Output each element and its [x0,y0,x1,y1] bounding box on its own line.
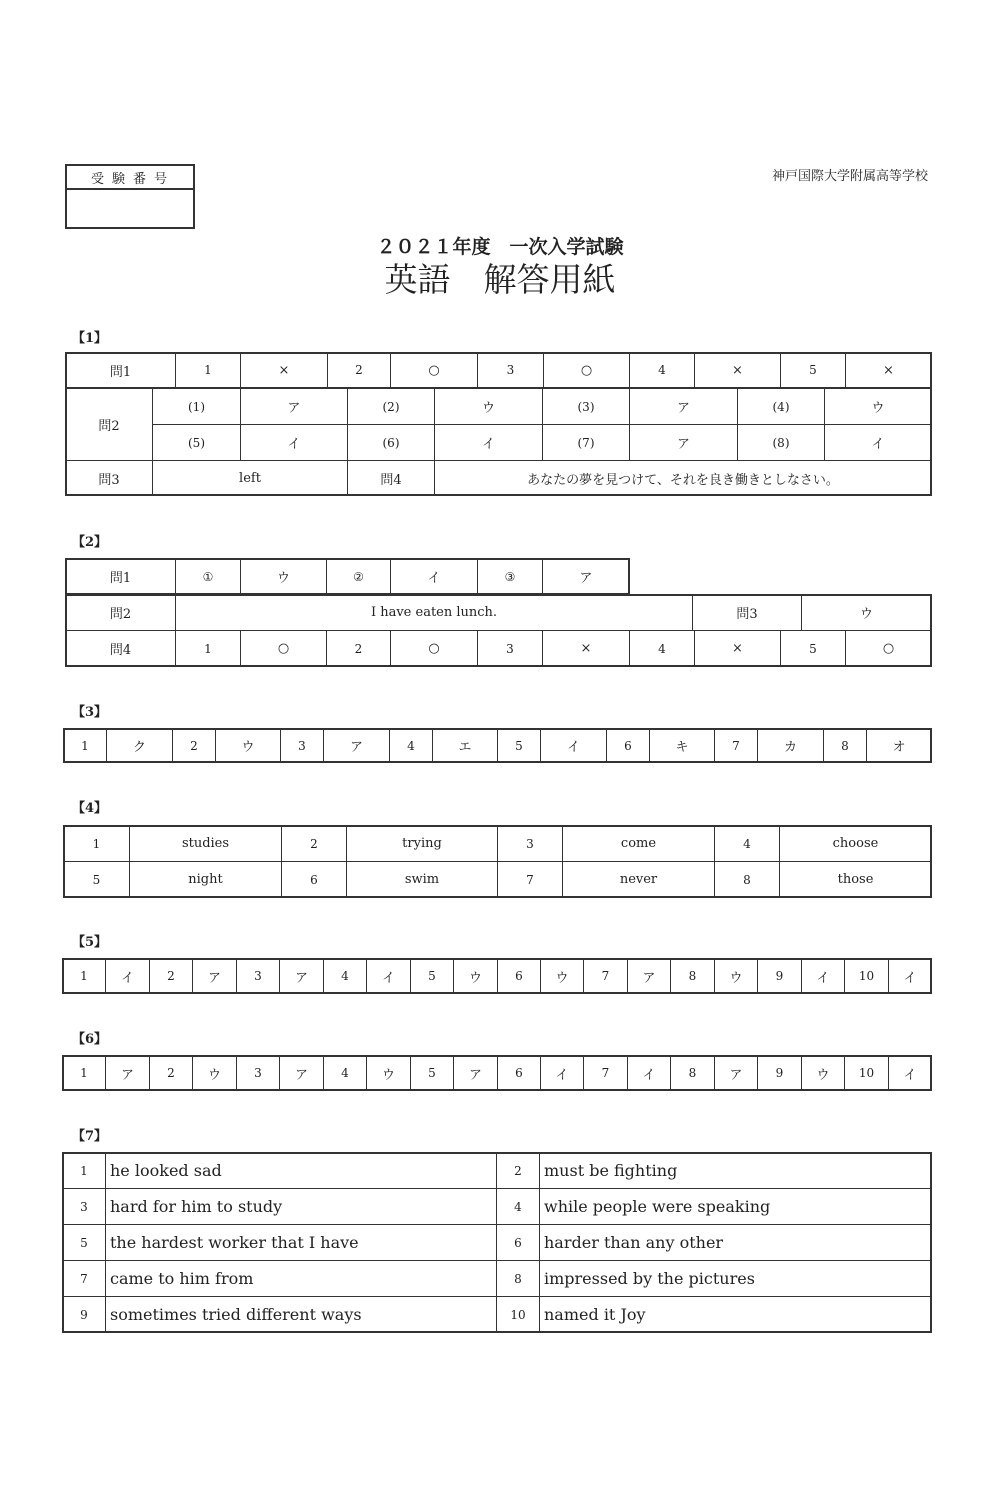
question-number: 2 [172,728,216,763]
section-7-label: 【7】 [72,1129,108,1144]
question-number: 1 [175,352,241,388]
question-number: (6) [347,424,435,461]
question-number: 8 [670,1055,715,1091]
answer-cell[interactable]: キ [649,728,715,763]
answer-cell[interactable]: come [562,825,715,862]
question-number: 5 [780,352,846,388]
answer-cell[interactable]: ア [105,1055,150,1091]
question-number: (3) [542,388,630,425]
question-number: 10 [496,1296,540,1333]
question-number: 2 [149,958,193,994]
answer-cell[interactable]: イ [824,424,932,461]
question-number: 1 [175,630,241,667]
answer-cell[interactable]: named it Joy [539,1296,932,1333]
question-number: 4 [496,1188,540,1225]
answer-cell[interactable]: ア [323,728,390,763]
answer-cell[interactable]: オ [866,728,932,763]
section-5-label: 【5】 [72,935,108,950]
answer-cell[interactable]: left [152,460,348,496]
answer-cell[interactable]: ア [629,388,738,425]
answer-cell[interactable]: ア [240,388,348,425]
answer-cell[interactable]: never [562,861,715,898]
exam-number-box [65,164,195,229]
answer-cell[interactable]: ○ [390,630,478,667]
question-number: 8 [670,958,715,994]
question-number: 1 [62,1152,106,1189]
answer-cell[interactable]: ウ [714,958,758,994]
answer-cell[interactable]: harder than any other [539,1224,932,1261]
question-number: 6 [606,728,650,763]
question-number: (7) [542,424,630,461]
question-number: 4 [629,352,695,388]
answer-cell[interactable]: ア [629,424,738,461]
question-number: ③ [477,558,543,595]
answer-cell[interactable]: カ [757,728,824,763]
answer-cell[interactable]: impressed by the pictures [539,1260,932,1297]
answer-cell[interactable]: あなたの夢を見つけて、それを良き働きとしなさい。 [434,460,932,496]
q4-label: 問4 [347,460,435,496]
answer-cell[interactable]: イ [801,958,845,994]
question-number: 1 [62,958,106,994]
question-number: 4 [323,1055,367,1091]
answer-cell[interactable]: ウ [215,728,281,763]
question-number: 7 [583,1055,628,1091]
question-number: ② [326,558,391,595]
question-number: 5 [497,728,541,763]
section-1-label: 【1】 [72,331,108,346]
question-number: 8 [496,1260,540,1297]
answer-cell[interactable]: ア [714,1055,758,1091]
question-number: 7 [714,728,758,763]
answer-cell[interactable]: エ [432,728,498,763]
q3-label: 問3 [65,460,153,496]
answer-cell[interactable]: イ [888,958,932,994]
answer-cell[interactable]: × [845,352,932,388]
question-number: 3 [280,728,324,763]
question-number: 5 [780,630,846,667]
question-number: 9 [757,958,802,994]
exam-number-label: 受験番号 [67,166,193,190]
answer-cell[interactable]: イ [105,958,150,994]
answer-cell[interactable]: イ [366,958,411,994]
question-number: 5 [410,1055,454,1091]
question-number: 1 [63,728,107,763]
question-number: 6 [281,861,347,898]
answer-cell[interactable]: swim [346,861,498,898]
answer-cell[interactable]: I have eaten lunch. [175,594,693,631]
question-number: 7 [583,958,628,994]
question-number: 3 [236,1055,280,1091]
answer-cell[interactable]: ア [192,958,237,994]
question-number: 3 [477,630,543,667]
answer-cell[interactable]: ア [453,1055,498,1091]
answer-cell[interactable]: while people were speaking [539,1188,932,1225]
question-number: 9 [62,1296,106,1333]
answer-cell[interactable]: ○ [390,352,478,388]
question-number: 1 [63,825,130,862]
exam-title: ２０２１年度 一次入学試験 [376,236,624,258]
q3-label: 問3 [692,594,802,631]
q4-label: 問4 [65,630,176,667]
question-number: 6 [497,958,541,994]
school-name: 神戸国際大学附属高等学校 [771,169,928,184]
question-number: 4 [714,825,780,862]
answer-cell[interactable]: × [694,352,781,388]
question-number: 1 [62,1055,106,1091]
question-number: 8 [714,861,780,898]
answer-cell[interactable]: ウ [366,1055,411,1091]
answer-cell[interactable]: studies [129,825,282,862]
question-number: (5) [152,424,241,461]
answer-cell[interactable]: イ [888,1055,932,1091]
answer-cell[interactable]: night [129,861,282,898]
question-number: 3 [477,352,544,388]
question-number: 6 [496,1224,540,1261]
question-number: (2) [347,388,435,425]
section-6-label: 【6】 [72,1032,108,1047]
answer-cell[interactable]: trying [346,825,498,862]
question-number: 7 [62,1260,106,1297]
answer-cell[interactable]: イ [540,1055,584,1091]
question-number: (4) [737,388,825,425]
answer-cell[interactable]: the hardest worker that I have [105,1224,497,1261]
question-number: 8 [823,728,867,763]
question-number: 2 [149,1055,193,1091]
answer-cell[interactable]: イ [390,558,478,595]
question-number: 2 [327,352,391,388]
answer-cell[interactable]: came to him from [105,1260,497,1297]
question-number: 5 [63,861,130,898]
answer-cell[interactable]: hard for him to study [105,1188,497,1225]
sheet-title: 英語 解答用紙 [384,260,616,299]
answer-cell[interactable]: ウ [434,388,543,425]
section-2-label: 【2】 [72,535,108,550]
section-4-label: 【4】 [72,801,108,816]
question-number: 10 [844,1055,889,1091]
answer-cell[interactable]: イ [240,424,348,461]
question-number: 2 [496,1152,540,1189]
question-number: 7 [497,861,563,898]
answer-cell[interactable]: ○ [845,630,932,667]
answer-cell[interactable]: × [694,630,781,667]
answer-cell[interactable]: ア [279,1055,324,1091]
answer-cell[interactable]: × [542,630,630,667]
q1-label: 問1 [65,352,176,388]
answer-cell[interactable]: ○ [240,630,327,667]
question-number: 6 [497,1055,541,1091]
q1-label: 問1 [65,558,176,595]
answer-cell[interactable]: イ [540,728,607,763]
exam-number-field[interactable] [67,190,193,229]
question-number: 4 [629,630,695,667]
question-number: 9 [757,1055,802,1091]
question-number: 10 [844,958,889,994]
answer-cell[interactable]: ウ [801,594,932,631]
answer-cell[interactable]: ウ [240,558,327,595]
answer-cell[interactable]: ア [627,958,671,994]
answer-cell[interactable]: those [779,861,932,898]
question-number: 3 [236,958,280,994]
answer-cell[interactable]: ウ [192,1055,237,1091]
answer-cell[interactable]: イ [627,1055,671,1091]
answer-cell[interactable]: ア [542,558,630,595]
answer-cell[interactable]: must be fighting [539,1152,932,1189]
question-number: 3 [62,1188,106,1225]
answer-cell[interactable]: ウ [453,958,498,994]
question-number: 5 [62,1224,106,1261]
answer-cell[interactable]: ク [106,728,173,763]
answer-cell[interactable]: he looked sad [105,1152,497,1189]
question-number: 4 [389,728,433,763]
q2-label: 問2 [65,388,153,461]
answer-cell[interactable]: ウ [540,958,584,994]
question-number: 3 [497,825,563,862]
answer-cell[interactable]: × [240,352,328,388]
answer-cell[interactable]: ウ [801,1055,845,1091]
answer-cell[interactable]: sometimes tried different ways [105,1296,497,1333]
answer-cell[interactable]: choose [779,825,932,862]
answer-cell[interactable]: ○ [543,352,630,388]
answer-cell[interactable]: イ [434,424,543,461]
question-number: 5 [410,958,454,994]
q2-label: 問2 [65,594,176,631]
question-number: (1) [152,388,241,425]
question-number: 4 [323,958,367,994]
answer-cell[interactable]: ウ [824,388,932,425]
question-number: 2 [326,630,391,667]
question-number: (8) [737,424,825,461]
answer-cell[interactable]: ア [279,958,324,994]
question-number: ① [175,558,241,595]
question-number: 2 [281,825,347,862]
section-3-label: 【3】 [72,705,108,720]
